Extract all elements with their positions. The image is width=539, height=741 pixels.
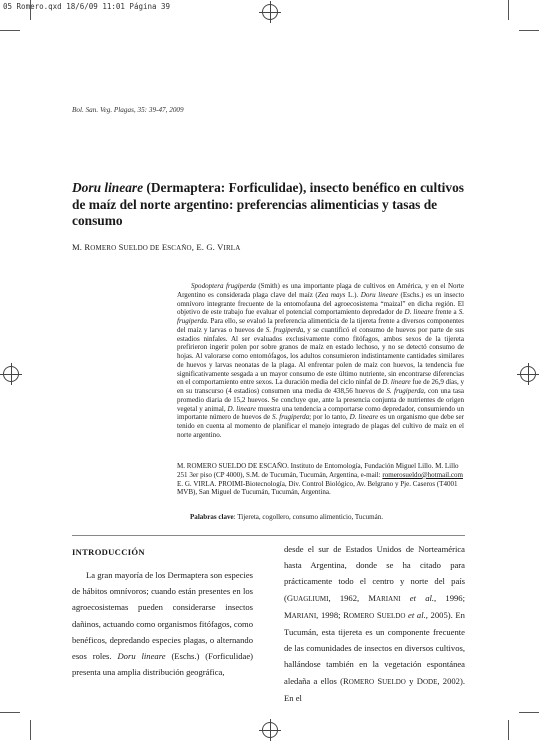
affiliation-2: [177, 480, 464, 498]
affil-text: E. G. V: [177, 479, 199, 488]
species-name: Doru lineare: [117, 651, 166, 662]
affil-text: . Instituto de Entomología, Fundación Miguel Lillo. M. Lillo 251 3er piso (CP 4000), S.M. de Tucumán, Tucumán, Argentina, e-mail:: [177, 462, 459, 479]
crop-mark-top-left-v: [30, 0, 31, 20]
citation-smallcaps: OMERO: [348, 677, 375, 686]
abstract-text: (Smith) es una importante plaga de cultivos en América, y en el Norte Argentino es considerada plaga clave del maíz (: [177, 282, 464, 299]
body-paragraph: [284, 541, 465, 706]
species-name: S. frugiperda: [265, 325, 304, 334]
body-column-right: [284, 541, 465, 706]
citation-smallcaps: UELDO: [382, 677, 406, 686]
species-name: S. frugiperda: [177, 308, 464, 325]
title-species: Doru lineare: [72, 180, 144, 195]
crop-mark-top-right-v: [508, 0, 509, 20]
species-name: S. frugiperda: [272, 413, 310, 422]
crop-mark-bottom-left-v: [30, 720, 31, 740]
abstract-text: . Para ello, se evaluó la preferencia alimenticia de la tijereta frente a diversos componentes del maíz y larvas o huevos de: [177, 317, 464, 334]
abstract-paragraph: [177, 282, 464, 440]
registration-mark-right: [520, 366, 536, 382]
species-name: D. lineare: [382, 378, 411, 387]
author-smallcaps: UELDO DE: [123, 244, 160, 252]
abstract-text: , con una tasa promedio diaria de 15,2 huevos. Se concluye que, ante la presencia conjunta de nutrientes de origen vegetal y animal,: [177, 387, 464, 413]
affil-text: E: [257, 462, 264, 470]
affil-smallcaps: UELDO DE: [222, 462, 258, 470]
section-divider: [72, 535, 465, 536]
keywords-text: : Tijereta, cogollero, consumo alimenticio, Tucumán.: [233, 513, 383, 521]
journal-citation: Bol. San. Veg. Plagas, 35: 39-47, 2009: [72, 106, 184, 114]
species-name: D. lineare: [404, 308, 434, 317]
body-text: y D: [405, 675, 423, 686]
crop-mark-bottom-right-v: [508, 720, 509, 740]
species-name: Doru lineare: [360, 290, 398, 299]
author-line: [72, 242, 240, 252]
title-text: (Dermaptera: Forficulidae), insecto benéfico en cultivos de maíz del norte argentino: preferencias alimenticias y tasas de consumo: [72, 180, 464, 228]
citation-etal: et al.: [400, 592, 435, 603]
affil-smallcaps: SCAÑO: [263, 462, 288, 470]
citation-smallcaps: UELDO: [381, 611, 406, 620]
body-text: , 1996; M: [284, 592, 465, 620]
body-column-left: [72, 567, 253, 680]
affiliations: [177, 462, 464, 497]
citation-smallcaps: ARIANI: [291, 611, 317, 620]
body-text: S: [374, 609, 382, 620]
body-text: , 1962, M: [328, 592, 377, 603]
abstract-text: fue de 26,9 días, y en su transcurso (4 estadios) consumen una media de 438,56 huevos de: [177, 378, 465, 395]
email-link[interactable]: romerosueldo@hotmail.com: [382, 470, 464, 479]
body-paragraph: [72, 567, 253, 680]
body-text: desde el sur de Estados Unidos de Norteamérica hasta Argentina, donde se ha citado para prácticamente todo el centro y norte del país (G: [284, 544, 465, 603]
abstract-text: (Eschs.) es un insecto omnívoro integrante frecuente de la entomofauna del agroecosistema “maizal” en dicha región. El objetivo de este trabajo fue evaluar el potencial comportamiento depredador de: [177, 290, 464, 317]
abstract-text: , y se cuantificó el consumo de huevos por parte de sus estadios ninfales. Al ser evaluados exclusivamente como fitófagos, ambos sexos de la tijereta prefirieron ingerir polen por sobre granos de maíz en estado lechoso, y no se detectó consumo de hojas. Al valorarse como entomófagos, los adultos consumieron indistintamente cantidades similares de huevos y larvas neonatas de la plaga. Al enfrentar polen de maíz con huevos, la tendencia fue significativamente sesgada a un mayor consumo de este último nutriente, sin encontrarse diferencias en el comportamiento entre sexos. La duración media del ciclo ninfal de: [177, 325, 465, 387]
crop-mark-top-right-h: [519, 30, 539, 31]
section-heading: INTRODUCCIÓN: [72, 547, 145, 557]
abstract-text: es un organismo que debe ser tenido en cuenta al momento de planificar el manejo integrado de plagas del cultivo de maíz en el norte argentino.: [177, 413, 464, 439]
abstract-text: muestra una tendencia a comportarse como depredador, consumiendo un importante número de huevos de: [177, 404, 465, 422]
author-smallcaps: IRLA: [223, 244, 241, 252]
registration-mark-left: [3, 366, 19, 382]
affil-text: . PROIMI-Biotecnología, Div. Control Biológico, Av. Belgrano y Pje. Caseros (T4001 MVB), San Miguel de Tucumán, Tucumán, Argentina.: [177, 479, 458, 497]
author-text: , E. G. V: [191, 242, 224, 252]
citation-etal: et al.: [405, 609, 426, 620]
author-text: S: [116, 242, 124, 252]
body-text: La gran mayoría de los Dermaptera son especies de hábitos omnívoros; cuando están presentes en los agroecosistemas pueden considerarse insectos dañinos, actuando como organismos fitófagos, como benéficos, depredando especies plagas, o alternando esos roles.: [72, 570, 253, 662]
citation-smallcaps: UAGLIUMI: [293, 594, 329, 603]
abstract-text: ; por lo tanto,: [309, 413, 350, 422]
species-name: D. lineare: [349, 413, 379, 422]
species-name: D. lineare: [227, 404, 256, 413]
affil-text: M. R: [177, 462, 192, 470]
body-text: , 1998; R: [316, 609, 349, 620]
abstract-text: frente a: [433, 308, 459, 317]
affiliation-1: [177, 462, 464, 480]
author-text: E: [159, 242, 168, 252]
crop-mark-bottom-right-h: [519, 712, 539, 713]
species-name: Spodoptera frugiperda: [191, 282, 256, 290]
body-text: , 2005). En Tucumán, esta tijereta es un componente frecuente de las comunidades de insectos en diversos cultivos, hallándose también en la vegetación espontánea aledaña a ellos (R: [284, 609, 465, 686]
citation-smallcaps: ODE: [422, 677, 438, 686]
abstract-text: L.).: [345, 290, 361, 299]
keywords: [190, 513, 464, 522]
body-text: , 2002). En el: [284, 675, 465, 703]
body-text: (Eschs.) (Forficulidae) presenta una amplia distribución geográfica,: [72, 651, 253, 678]
author-smallcaps: SCAÑO: [167, 244, 192, 252]
affil-text: S: [216, 462, 223, 470]
citation-smallcaps: OMERO: [348, 611, 375, 620]
registration-mark-top: [262, 4, 278, 20]
species-name: S. frugiperda: [386, 387, 424, 395]
article-title: [72, 180, 472, 230]
affil-smallcaps: IRLA: [198, 479, 215, 488]
crop-mark-bottom-left-h: [0, 712, 20, 713]
body-text: S: [374, 675, 383, 686]
author-text: M. R: [72, 242, 91, 252]
author-smallcaps: OMERO: [90, 244, 117, 252]
print-slug: 05 Romero.qxd 18/6/09 11:01 Página 39: [3, 2, 171, 11]
abstract: [177, 282, 464, 440]
citation-smallcaps: ARIANI: [376, 594, 401, 603]
registration-mark-bottom: [262, 722, 278, 738]
keywords-label: Palabras clave: [190, 513, 234, 521]
crop-mark-top-left-h: [0, 30, 20, 31]
species-name: Zea mays: [317, 290, 346, 299]
affil-smallcaps: OMERO: [191, 462, 217, 470]
